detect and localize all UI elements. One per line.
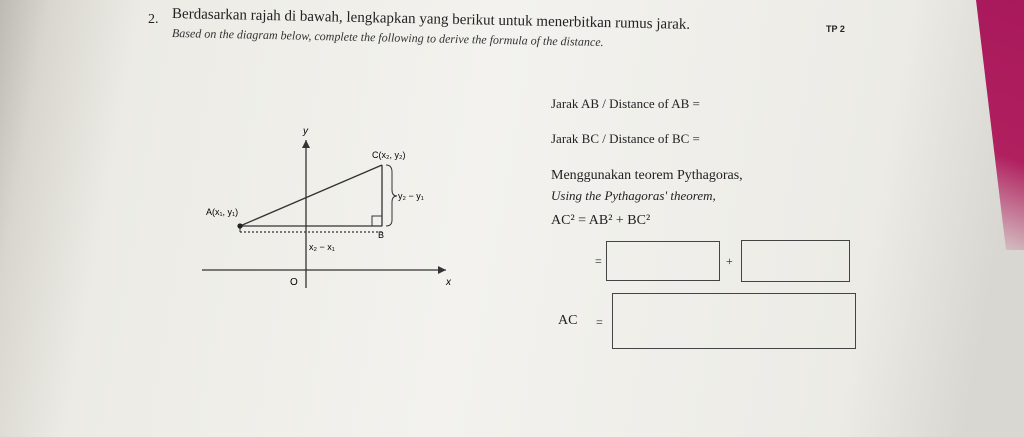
right-angle-marker (372, 216, 382, 226)
point-c-label: C(x₂, y₂) (372, 150, 406, 160)
answer-box-ac[interactable] (612, 293, 856, 349)
vertical-difference-label: y₂ − y₁ (398, 191, 424, 201)
point-b-label: B (378, 230, 385, 240)
answer-box-ab-squared[interactable] (606, 241, 720, 281)
pythagoras-english: Using the Pythagoras' theorem, (551, 188, 716, 203)
plus-sign: + (726, 254, 733, 268)
origin-label: O (290, 277, 298, 288)
question-text-malay: Berdasarkan rajah di bawah, lengkapkan yang berikut untuk menerbitkan rumus jarak. (171, 6, 691, 33)
distance-bc-line: Jarak BC / Distance of BC = (551, 131, 700, 146)
horizontal-difference-label: x₂ − x₁ (309, 242, 335, 252)
pythagoras-malay: Menggunakan teorem Pythagoras, (551, 168, 743, 183)
point-a (237, 223, 242, 228)
ac-label: AC (558, 313, 578, 328)
y-axis-arrow (302, 140, 310, 148)
equals-sign: = (595, 254, 602, 268)
x-axis-label: x (446, 277, 451, 288)
hypotenuse-ac (240, 165, 382, 226)
tp-level-badge: TP 2 (826, 24, 845, 34)
vertical-brace (386, 165, 397, 226)
x-axis-arrow (438, 266, 446, 274)
point-a-label: A(x₁, y₁) (206, 207, 239, 217)
ac-equals-sign: = (596, 315, 603, 329)
pythagoras-formula: AC² = AB² + BC² (551, 213, 651, 228)
answer-box-bc-squared[interactable] (741, 240, 850, 282)
question-text-english: Based on the diagram below, complete the following to derive the formula of the distance. (171, 26, 604, 50)
y-axis-label: y (303, 126, 308, 137)
question-number: 2. (148, 12, 159, 27)
distance-ab-line: Jarak AB / Distance of AB = (551, 96, 700, 111)
